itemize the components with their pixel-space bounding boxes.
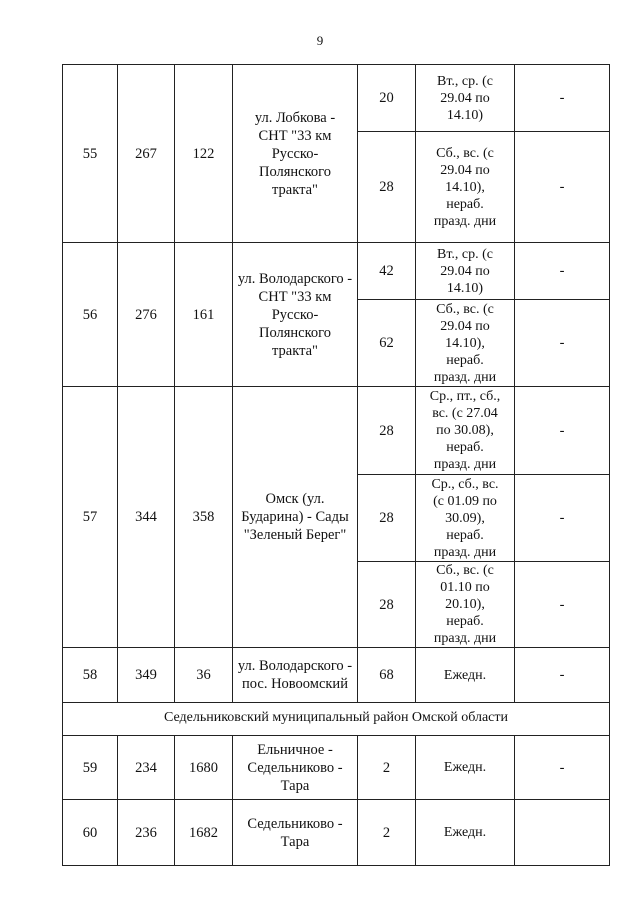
cell-trip-count: 20 xyxy=(357,64,416,132)
cell-schedule: Вт., ср. (с 29.04 по 14.10) xyxy=(415,64,515,132)
cell-num: 59 xyxy=(62,735,118,800)
cell-route: 1682 xyxy=(174,799,233,866)
cell-num: 55 xyxy=(62,64,118,243)
cell-schedule: Ср., сб., вс. (с 01.09 по 30.09), нераб. празд. дни xyxy=(415,474,515,562)
routes-table xyxy=(62,64,610,866)
cell-reg: 234 xyxy=(117,735,175,800)
cell-schedule: Сб., вс. (с 29.04 по 14.10), нераб. празд. дни xyxy=(415,299,515,387)
cell-schedule: Ср., пт., сб., вс. (с 27.04 по 30.08), нераб. празд. дни xyxy=(415,386,515,475)
section-header: Седельниковский муниципальный район Омской области xyxy=(62,702,610,736)
cell-note: - xyxy=(514,474,610,562)
cell-note: - xyxy=(514,299,610,387)
cell-reg: 267 xyxy=(117,64,175,243)
cell-schedule: Ежедн. xyxy=(415,799,515,866)
cell-note: - xyxy=(514,561,610,648)
cell-note: - xyxy=(514,386,610,475)
cell-num: 57 xyxy=(62,386,118,648)
cell-schedule: Ежедн. xyxy=(415,735,515,800)
cell-trip-count: 28 xyxy=(357,561,416,648)
cell-note: - xyxy=(514,131,610,243)
cell-trip-count: 28 xyxy=(357,386,416,475)
cell-note: - xyxy=(514,735,610,800)
cell-reg: 236 xyxy=(117,799,175,866)
cell-num: 56 xyxy=(62,242,118,387)
cell-trip-count: 42 xyxy=(357,242,416,300)
cell-note xyxy=(514,799,610,866)
cell-schedule: Ежедн. xyxy=(415,647,515,703)
cell-route-name: ул. Володарского - СНТ "33 км Русско- Полянского тракта" xyxy=(232,242,358,387)
cell-route: 358 xyxy=(174,386,233,648)
cell-trip-count: 62 xyxy=(357,299,416,387)
cell-schedule: Вт., ср. (с 29.04 по 14.10) xyxy=(415,242,515,300)
cell-trip-count: 28 xyxy=(357,131,416,243)
cell-trip-count: 28 xyxy=(357,474,416,562)
cell-reg: 349 xyxy=(117,647,175,703)
cell-route-name: Омск (ул. Бударина) - Сады "Зеленый Берег" xyxy=(232,386,358,648)
cell-num: 58 xyxy=(62,647,118,703)
page-number: 9 xyxy=(316,33,324,48)
cell-reg: 344 xyxy=(117,386,175,648)
cell-reg: 276 xyxy=(117,242,175,387)
cell-schedule: Сб., вс. (с 01.10 по 20.10), нераб. празд. дни xyxy=(415,561,515,648)
cell-route: 161 xyxy=(174,242,233,387)
cell-route: 1680 xyxy=(174,735,233,800)
cell-trip-count: 2 xyxy=(357,799,416,866)
cell-route: 36 xyxy=(174,647,233,703)
cell-note: - xyxy=(514,647,610,703)
cell-num: 60 xyxy=(62,799,118,866)
cell-trip-count: 68 xyxy=(357,647,416,703)
cell-trip-count: 2 xyxy=(357,735,416,800)
cell-note: - xyxy=(514,64,610,132)
cell-route-name: Седельниково - Тара xyxy=(232,799,358,866)
cell-route-name: ул. Лобкова - СНТ "33 км Русско- Полянского тракта" xyxy=(232,64,358,243)
cell-note: - xyxy=(514,242,610,300)
cell-route-name: ул. Володарского - пос. Новоомский xyxy=(232,647,358,703)
cell-route-name: Ельничное - Седельниково - Тара xyxy=(232,735,358,800)
cell-route: 122 xyxy=(174,64,233,243)
cell-schedule: Сб., вс. (с 29.04 по 14.10), нераб. празд. дни xyxy=(415,131,515,243)
